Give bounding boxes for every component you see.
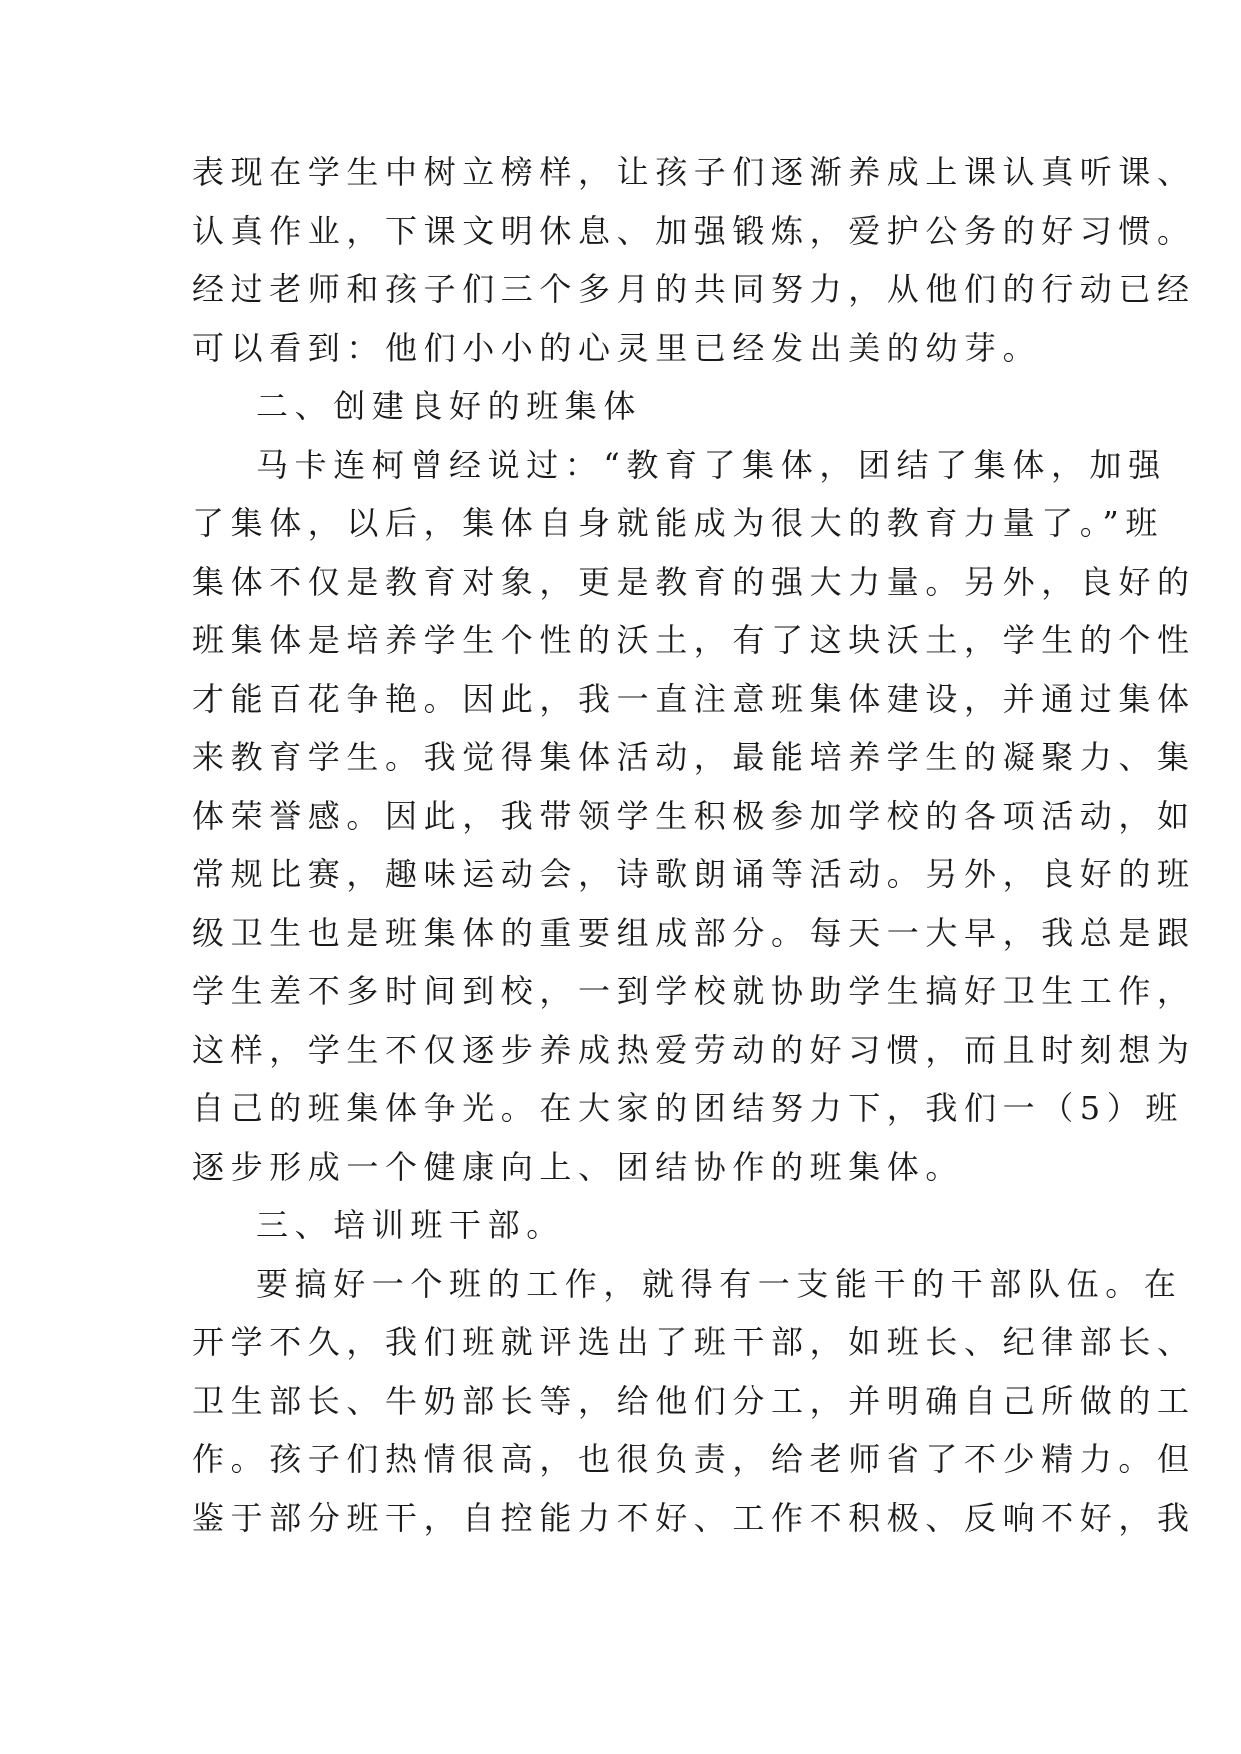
text-line: 作。孩子们热情很高，也很负责，给老师省了不少精力。但 [192, 1440, 1196, 1478]
body-text [192, 143, 1196, 1547]
text-line: 经过老师和孩子们三个多月的共同努力，从他们的行动已经 [192, 270, 1196, 308]
text-line: 逐步形成一个健康向上、团结协作的班集体。 [192, 1147, 965, 1186]
text-line: 卫生部长、牛奶部长等，给他们分工，并明确自己所做的工 [192, 1381, 1196, 1420]
text-line: 才能百花争艳。因此，我一直注意班集体建设，并通过集体 [192, 679, 1196, 718]
text-line: 常规比赛，趣味运动会，诗歌朗诵等活动。另外，良好的班 [192, 855, 1196, 893]
text-line: 级卫生也是班集体的重要组成部分。每天一大早，我总是跟 [192, 913, 1196, 952]
text-line: 了集体，以后，集体自身就能成为很大的教育力量了。”班 [192, 504, 1164, 542]
text-line: 要搞好一个班的工作，就得有一支能干的干部队伍。在 [256, 1264, 1183, 1303]
section-heading: 二、创建良好的班集体 [256, 387, 643, 425]
text-line: 马卡连柯曾经说过：“教育了集体，团结了集体，加强 [256, 445, 1167, 484]
section-heading: 三、培训班干部。 [256, 1206, 565, 1244]
text-line: 学生差不多时间到校，一到学校就协助学生搞好卫生工作， [192, 972, 1196, 1010]
text-line: 体荣誉感。因此，我带领学生积极参加学校的各项活动，如 [192, 796, 1196, 835]
text-line: 班集体是培养学生个性的沃土，有了这块沃土，学生的个性 [192, 621, 1196, 659]
text-line: 自己的班集体争光。在大家的团结努力下，我们一（5）班 [192, 1089, 1184, 1127]
text-line: 可以看到：他们小小的心灵里已经发出美的幼芽。 [192, 328, 1042, 367]
text-line: 这样，学生不仅逐步养成热爱劳动的好习惯，而且时刻想为 [192, 1030, 1196, 1069]
text-line: 集体不仅是教育对象，更是教育的强大力量。另外，良好的 [192, 562, 1196, 601]
text-line: 来教育学生。我觉得集体活动，最能培养学生的凝聚力、集 [192, 738, 1196, 776]
text-line: 开学不久，我们班就评选出了班干部，如班长、纪律部长、 [192, 1323, 1196, 1361]
text-line: 表现在学生中树立榜样，让孩子们逐渐养成上课认真听课、 [192, 153, 1196, 191]
text-line: 认真作业，下课文明休息、加强锻炼，爱护公务的好习惯。 [192, 211, 1196, 250]
text-line: 鉴于部分班干，自控能力不好、工作不积极、反响不好，我 [192, 1498, 1196, 1537]
